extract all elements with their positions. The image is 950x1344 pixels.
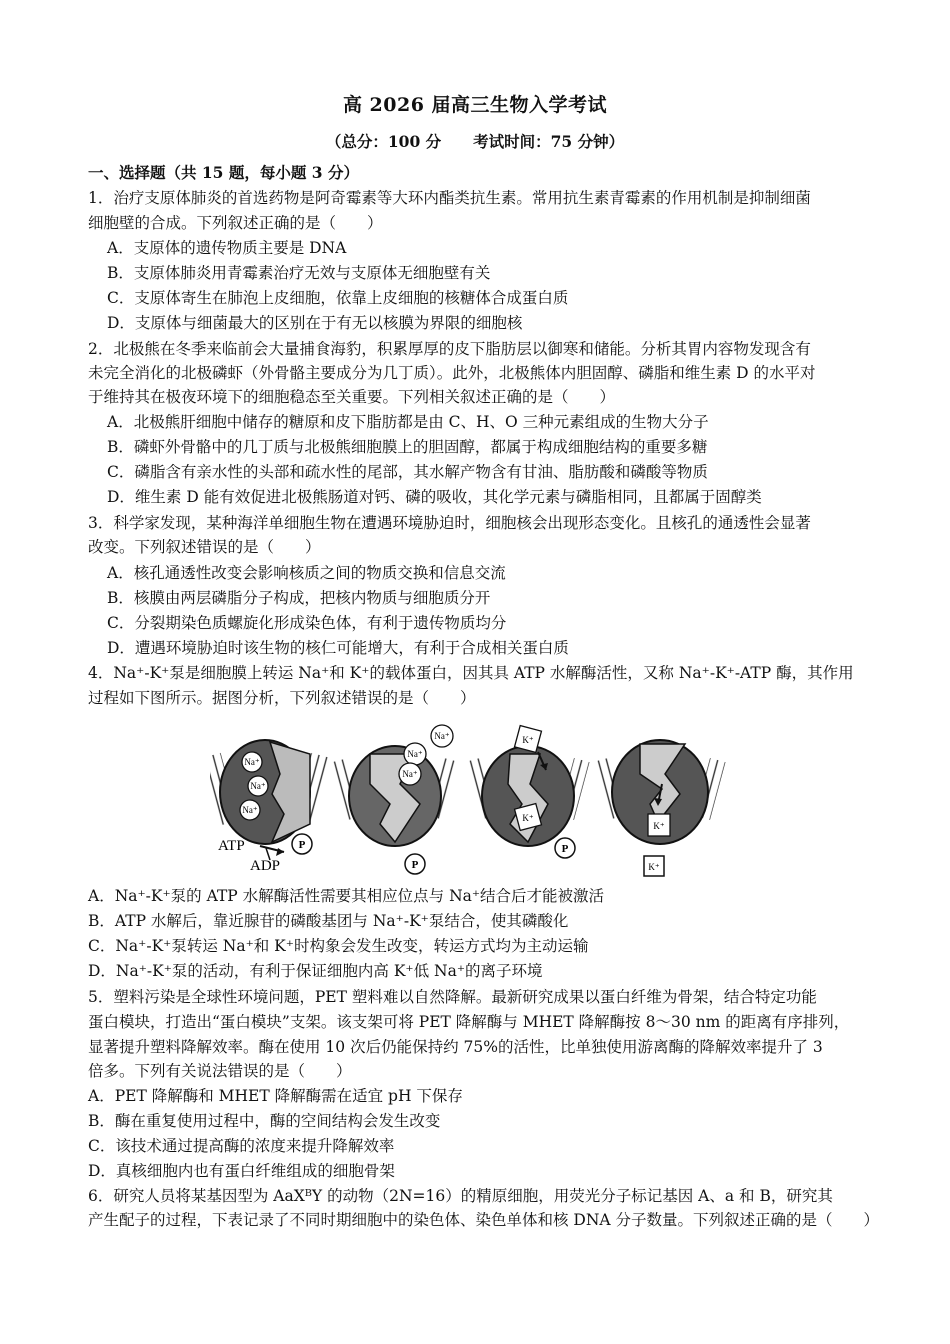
- q1-option-b: B．支原体肺炎用青霉素治疗无效与支原体无细胞壁有关: [107, 264, 491, 282]
- q5-option-b: B．酶在重复使用过程中，酶的空间结构会发生改变: [88, 1112, 441, 1130]
- q3-stem-line2: 改变。下列叙述错误的是（ ）: [88, 538, 321, 556]
- q5-stem-line1: 5．塑料污染是全球性环境问题，PET 塑料难以自然降解。最新研究成果以蛋白纤维为骨架，结合特定功能: [88, 988, 817, 1006]
- pump-stage-1: [210, 740, 329, 874]
- q2-stem-line1: 2．北极熊在冬季来临前会大量捕食海豹，积累厚厚的皮下脂肪层以御寒和储能。分析其胃内容物发现含有: [88, 340, 811, 358]
- na-ion-label: Na⁺: [434, 731, 450, 741]
- exam-subtitle: [0, 130, 950, 152]
- q3-option-b: B．核膜由两层磷脂分子构成，把核内物质与细胞质分开: [107, 589, 491, 607]
- q3-option-d: D．遭遇环境胁迫时该生物的核仁可能增大，有利于合成相关蛋白质: [107, 639, 569, 657]
- q2-option-b: B．磷虾外骨骼中的几丁质与北极熊细胞膜上的胆固醇，都属于构成细胞结构的重要多糖: [107, 438, 708, 456]
- phosphate-label: P: [411, 859, 419, 871]
- na-ion-label: Na⁺: [244, 757, 260, 767]
- q1-option-d: D．支原体与细菌最大的区别在于有无以核膜为界限的细胞核: [107, 314, 523, 332]
- q3-stem-line1: 3．科学家发现，某种海洋单细胞生物在遭遇环境胁迫时，细胞核会出现形态变化。且核孔的通透性会显著: [88, 514, 811, 532]
- q1-stem-line2: 细胞壁的合成。下列叙述正确的是（ ）: [88, 214, 383, 232]
- phosphate-label: P: [298, 839, 306, 851]
- q4-stem-line2: 过程如下图所示。据图分析，下列叙述错误的是（ ）: [88, 689, 476, 707]
- q3-option-c: C．分裂期染色质螺旋化形成染色体，有利于遗传物质均分: [107, 614, 507, 632]
- q2-stem-line3: 于维持其在极夜环境下的细胞稳态至关重要。下列相关叙述正确的是（ ）: [88, 388, 616, 406]
- q5-option-a: A．PET 降解酶和 MHET 降解酶需在适宜 pH 下保存: [88, 1087, 463, 1105]
- q5-option-d: D．真核细胞内也有蛋白纤维组成的细胞骨架: [88, 1162, 395, 1180]
- q5-stem-line4: 倍多。下列有关说法错误的是（ ）: [88, 1062, 352, 1080]
- q4-option-d: D．Na⁺-K⁺泵的活动，有利于保证细胞内高 K⁺低 Na⁺的离子环境: [88, 962, 543, 980]
- q1-option-a: A．支原体的遗传物质主要是 DNA: [107, 239, 347, 257]
- k-ion-label: K⁺: [653, 821, 665, 831]
- q6-stem-line2: 产生配子的过程，下表记录了不同时期细胞中的染色体、染色单体和核 DNA 分子数量。下列叙述正确的是（ ）: [88, 1211, 880, 1229]
- na-ion-label: Na⁺: [407, 749, 423, 759]
- q5-option-c: C．该技术通过提高酶的浓度来提升降解效率: [88, 1137, 395, 1155]
- exam-title: 高 2026 届高三生物入学考试: [342, 94, 608, 116]
- q1-option-c: C．支原体寄生在肺泡上皮细胞，依靠上皮细胞的核糖体合成蛋白质: [107, 289, 569, 307]
- q5-stem-line2: 蛋白模块，打造出“蛋白模块”支架。该支架可将 PET 降解酶与 MHET 降解酶按 8～30 nm 的距离有序排列，: [88, 1013, 850, 1031]
- q4-stem-line1: 4．Na⁺-K⁺泵是细胞膜上转运 Na⁺和 K⁺的载体蛋白，因其具 ATP 水解酶活性，又称 Na⁺-K⁺-ATP 酶，其作用: [88, 664, 854, 682]
- na-ion-label: Na⁺: [250, 781, 266, 791]
- phosphate-label: P: [561, 843, 569, 855]
- k-ion-label: K⁺: [522, 735, 534, 745]
- pump-stage-2: [333, 725, 460, 874]
- na-ion-label: Na⁺: [242, 805, 258, 815]
- q4-option-c: C．Na⁺-K⁺泵转运 Na⁺和 K⁺时构象会发生改变，转运方式均为主动运输: [88, 937, 589, 955]
- q2-option-d: D．维生素 D 能有效促进北极熊肠道对钙、磷的吸收，其化学元素与磷脂相同，且都属于固醇类: [107, 488, 762, 506]
- q4-option-b: B．ATP 水解后，靠近腺苷的磷酸基团与 Na⁺-K⁺泵结合，使其磷酸化: [88, 912, 569, 930]
- atp-label: ATP: [218, 838, 245, 854]
- exam-time: 考试时间：75 分钟）: [473, 132, 625, 151]
- q2-option-a: A．北极熊肝细胞中储存的糖原和皮下脂肪都是由 C、H、O 三种元素组成的生物大分子: [107, 413, 709, 431]
- q4-option-a: A．Na⁺-K⁺泵的 ATP 水解酶活性需要其相应位点与 Na⁺结合后才能被激活: [88, 887, 605, 905]
- k-ion-label: K⁺: [522, 813, 534, 823]
- pump-stage-4: [593, 740, 726, 876]
- section-heading: 一、选择题（共 15 题，每小题 3 分）: [88, 163, 359, 182]
- q2-option-c: C．磷脂含有亲水性的头部和疏水性的尾部，其水解产物含有甘油、脂肪酸和磷酸等物质: [107, 463, 708, 481]
- q2-stem-line2: 未完全消化的北极磷虾（外骨骼主要成分为几丁质）。此外，北极熊体内胆固醇、磷脂和维生素 D 的水平对: [88, 364, 816, 382]
- na-ion-label: Na⁺: [402, 769, 418, 779]
- q6-stem-line1: 6．研究人员将某基因型为 AaXᴮY 的动物（2N=16）的精原细胞，用荧光分子标记基因 A、a 和 B，研究其: [88, 1187, 833, 1205]
- adp-label: ADP: [250, 858, 281, 874]
- pump-stage-3: [465, 726, 590, 858]
- sodium-potassium-pump-figure: [210, 714, 730, 884]
- total-score: （总分：100 分: [325, 132, 442, 151]
- q1-stem-line1: 1．治疗支原体肺炎的首选药物是阿奇霉素等大环内酯类抗生素。常用抗生素青霉素的作用机制是抑制细菌: [88, 189, 811, 207]
- k-ion-label: K⁺: [648, 862, 660, 872]
- q5-stem-line3: 显著提升塑料降解效率。酶在使用 10 次后仍能保持约 75%的活性，比单独使用游离酶的降解效率提升了 3: [88, 1038, 823, 1056]
- q3-option-a: A．核孔通透性改变会影响核质之间的物质交换和信息交流: [107, 564, 506, 582]
